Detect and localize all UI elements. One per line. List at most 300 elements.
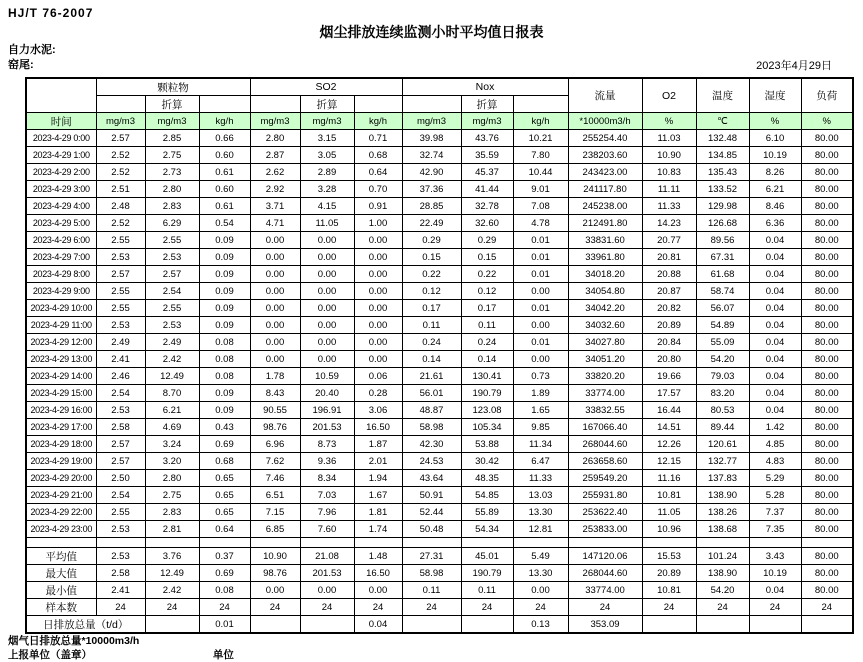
value-cell: 58.98 (402, 419, 461, 436)
value-cell: 6.51 (250, 487, 300, 504)
time-cell: 2023-4-29 11:00 (26, 317, 96, 334)
value-cell: 58.74 (696, 283, 749, 300)
value-cell: 0.04 (749, 351, 801, 368)
time-cell: 2023-4-29 13:00 (26, 351, 96, 368)
value-cell: 138.26 (696, 504, 749, 521)
value-cell: 4.15 (300, 198, 354, 215)
summary-value-cell: 2.41 (96, 582, 145, 599)
time-cell: 2023-4-29 8:00 (26, 266, 96, 283)
value-cell: 56.01 (402, 385, 461, 402)
value-cell: 1.87 (354, 436, 402, 453)
value-cell: 67.31 (696, 249, 749, 266)
time-cell: 2023-4-29 2:00 (26, 164, 96, 181)
summary-value-cell: 2.58 (96, 565, 145, 582)
value-cell: 1.94 (354, 470, 402, 487)
value-cell: 0.00 (300, 351, 354, 368)
value-cell: 190.79 (461, 385, 513, 402)
value-cell: 80.00 (801, 419, 853, 436)
time-cell: 2023-4-29 20:00 (26, 470, 96, 487)
value-cell: 80.00 (801, 453, 853, 470)
value-cell: 0.09 (199, 283, 250, 300)
table-row (26, 487, 853, 504)
value-cell: 0.68 (354, 147, 402, 164)
value-cell: 0.00 (250, 317, 300, 334)
value-cell: 80.00 (801, 487, 853, 504)
time-cell: 2023-4-29 1:00 (26, 147, 96, 164)
daily-total-cell (300, 616, 354, 634)
value-cell: 34027.80 (568, 334, 642, 351)
value-cell: 33820.20 (568, 368, 642, 385)
value-cell: 80.00 (801, 521, 853, 538)
value-cell: 268044.60 (568, 436, 642, 453)
value-cell: 0.61 (199, 164, 250, 181)
value-cell: 2.54 (145, 283, 199, 300)
value-cell: 259549.20 (568, 470, 642, 487)
unit-header: % (801, 113, 853, 130)
value-cell: 13.03 (513, 487, 568, 504)
table-row (26, 249, 853, 266)
blank-cell (568, 538, 642, 548)
value-cell: 238203.60 (568, 147, 642, 164)
value-cell: 7.15 (250, 504, 300, 521)
summary-value-cell: 24 (250, 599, 300, 616)
value-cell: 2.58 (96, 419, 145, 436)
value-cell: 20.77 (642, 232, 696, 249)
table-row (26, 402, 853, 419)
value-cell: 201.53 (300, 419, 354, 436)
value-cell: 2.42 (145, 351, 199, 368)
value-cell: 6.21 (749, 181, 801, 198)
summary-label: 样本数 (26, 599, 96, 616)
summary-value-cell: 80.00 (801, 565, 853, 582)
value-cell: 80.00 (801, 198, 853, 215)
table-row (26, 317, 853, 334)
value-cell: 0.00 (250, 266, 300, 283)
time-cell: 2023-4-29 17:00 (26, 419, 96, 436)
value-cell: 34042.20 (568, 300, 642, 317)
summary-label: 最大值 (26, 565, 96, 582)
value-cell: 0.00 (300, 334, 354, 351)
time-cell: 2023-4-29 6:00 (26, 232, 96, 249)
group-header-load: 负荷 (801, 78, 853, 113)
company-name: 自力水泥: (8, 44, 56, 56)
value-cell: 0.68 (199, 453, 250, 470)
value-cell: 138.90 (696, 487, 749, 504)
value-cell: 0.00 (513, 351, 568, 368)
unit-header: mg/m3 (145, 113, 199, 130)
value-cell: 10.59 (300, 368, 354, 385)
value-cell: 5.29 (749, 470, 801, 487)
value-cell: 42.30 (402, 436, 461, 453)
summary-value-cell: 24 (354, 599, 402, 616)
value-cell: 137.83 (696, 470, 749, 487)
summary-value-cell: 10.19 (749, 565, 801, 582)
value-cell: 12.49 (145, 368, 199, 385)
blank-cell (300, 538, 354, 548)
value-cell: 0.29 (402, 232, 461, 249)
converted-header-nox: 折算 (461, 96, 513, 113)
value-cell: 20.89 (642, 317, 696, 334)
value-cell: 196.91 (300, 402, 354, 419)
value-cell: 0.09 (199, 402, 250, 419)
summary-value-cell: 138.90 (696, 565, 749, 582)
summary-value-cell: 12.49 (145, 565, 199, 582)
summary-row (26, 582, 853, 599)
value-cell: 129.98 (696, 198, 749, 215)
blank-cell (642, 538, 696, 548)
report-table (25, 77, 854, 634)
value-cell: 10.96 (642, 521, 696, 538)
summary-value-cell: 2.42 (145, 582, 199, 599)
summary-value-cell: 0.00 (300, 582, 354, 599)
value-cell: 89.44 (696, 419, 749, 436)
time-cell: 2023-4-29 15:00 (26, 385, 96, 402)
summary-value-cell: 24 (402, 599, 461, 616)
value-cell: 3.28 (300, 181, 354, 198)
summary-value-cell: 24 (300, 599, 354, 616)
value-cell: 11.34 (513, 436, 568, 453)
value-cell: 2.57 (96, 436, 145, 453)
time-column-header: 时间 (26, 113, 96, 130)
value-cell: 0.28 (354, 385, 402, 402)
unit-header: % (642, 113, 696, 130)
value-cell: 32.74 (402, 147, 461, 164)
value-cell: 138.68 (696, 521, 749, 538)
value-cell: 2.80 (250, 130, 300, 147)
value-cell: 0.65 (199, 487, 250, 504)
value-cell: 4.78 (513, 215, 568, 232)
value-cell: 3.06 (354, 402, 402, 419)
value-cell: 11.03 (642, 130, 696, 147)
summary-value-cell: 190.79 (461, 565, 513, 582)
summary-value-cell: 24 (696, 599, 749, 616)
value-cell: 0.65 (199, 504, 250, 521)
value-cell: 16.44 (642, 402, 696, 419)
value-cell: 253622.40 (568, 504, 642, 521)
value-cell: 9.01 (513, 181, 568, 198)
value-cell: 1.65 (513, 402, 568, 419)
value-cell: 2.55 (96, 283, 145, 300)
value-cell: 2.53 (96, 402, 145, 419)
blank-cell (199, 96, 250, 113)
time-cell: 2023-4-29 0:00 (26, 130, 96, 147)
value-cell: 245238.00 (568, 198, 642, 215)
value-cell: 0.15 (402, 249, 461, 266)
value-cell: 14.23 (642, 215, 696, 232)
time-cell: 2023-4-29 9:00 (26, 283, 96, 300)
summary-row (26, 548, 853, 565)
value-cell: 9.85 (513, 419, 568, 436)
summary-value-cell: 24 (461, 599, 513, 616)
value-cell: 0.00 (300, 249, 354, 266)
table-body (26, 130, 853, 634)
value-cell: 16.50 (354, 419, 402, 436)
time-cell: 2023-4-29 12:00 (26, 334, 96, 351)
value-cell: 0.00 (300, 300, 354, 317)
daily-total-cell (402, 616, 461, 634)
unit-header: ℃ (696, 113, 749, 130)
value-cell: 43.76 (461, 130, 513, 147)
value-cell: 33831.60 (568, 232, 642, 249)
value-cell: 50.48 (402, 521, 461, 538)
summary-value-cell: 0.11 (402, 582, 461, 599)
value-cell: 2.73 (145, 164, 199, 181)
blank-cell (513, 538, 568, 548)
value-cell: 0.09 (199, 249, 250, 266)
daily-total-cell: 353.09 (568, 616, 642, 634)
value-cell: 0.14 (402, 351, 461, 368)
summary-value-cell: 101.24 (696, 548, 749, 565)
value-cell: 2.53 (96, 317, 145, 334)
value-cell: 2.57 (96, 266, 145, 283)
value-cell: 11.33 (642, 198, 696, 215)
value-cell: 0.08 (199, 334, 250, 351)
value-cell: 11.16 (642, 470, 696, 487)
value-cell: 89.56 (696, 232, 749, 249)
value-cell: 243423.00 (568, 164, 642, 181)
value-cell: 7.80 (513, 147, 568, 164)
value-cell: 7.60 (300, 521, 354, 538)
blank-cell (96, 538, 145, 548)
table-row (26, 521, 853, 538)
value-cell: 2.81 (145, 521, 199, 538)
value-cell: 0.08 (199, 351, 250, 368)
value-cell: 2.52 (96, 164, 145, 181)
value-cell: 80.00 (801, 334, 853, 351)
value-cell: 0.29 (461, 232, 513, 249)
header-row-groups (26, 78, 853, 96)
value-cell: 0.24 (461, 334, 513, 351)
header-row-units (26, 113, 853, 130)
value-cell: 54.89 (696, 317, 749, 334)
value-cell: 80.00 (801, 283, 853, 300)
value-cell: 24.53 (402, 453, 461, 470)
summary-value-cell: 0.00 (513, 582, 568, 599)
summary-value-cell: 268044.60 (568, 565, 642, 582)
value-cell: 10.19 (749, 147, 801, 164)
value-cell: 8.70 (145, 385, 199, 402)
spacer-row (26, 538, 853, 548)
value-cell: 34018.20 (568, 266, 642, 283)
value-cell: 22.49 (402, 215, 461, 232)
value-cell: 135.43 (696, 164, 749, 181)
value-cell: 0.04 (749, 300, 801, 317)
value-cell: 7.37 (749, 504, 801, 521)
value-cell: 0.54 (199, 215, 250, 232)
table-row (26, 504, 853, 521)
value-cell: 20.88 (642, 266, 696, 283)
value-cell: 39.98 (402, 130, 461, 147)
table-row (26, 164, 853, 181)
daily-total-row (26, 616, 853, 634)
summary-value-cell: 20.89 (642, 565, 696, 582)
daily-total-cell: 0.01 (199, 616, 250, 634)
value-cell: 6.29 (145, 215, 199, 232)
value-cell: 120.61 (696, 436, 749, 453)
value-cell: 20.80 (642, 351, 696, 368)
value-cell: 1.74 (354, 521, 402, 538)
time-cell: 2023-4-29 23:00 (26, 521, 96, 538)
blank-cell (402, 96, 461, 113)
value-cell: 80.00 (801, 368, 853, 385)
value-cell: 0.12 (402, 283, 461, 300)
value-cell: 80.00 (801, 147, 853, 164)
value-cell: 0.00 (354, 351, 402, 368)
value-cell: 2.57 (96, 130, 145, 147)
table-row (26, 300, 853, 317)
value-cell: 2.53 (96, 249, 145, 266)
value-cell: 10.90 (642, 147, 696, 164)
summary-value-cell: 0.11 (461, 582, 513, 599)
value-cell: 35.59 (461, 147, 513, 164)
summary-value-cell: 24 (568, 599, 642, 616)
value-cell: 80.00 (801, 130, 853, 147)
unit-header: *10000m3/h (568, 113, 642, 130)
value-cell: 80.00 (801, 249, 853, 266)
value-cell: 2.92 (250, 181, 300, 198)
value-cell: 2.55 (96, 300, 145, 317)
table-row (26, 283, 853, 300)
blank-cell (801, 538, 853, 548)
summary-value-cell: 1.48 (354, 548, 402, 565)
summary-value-cell: 24 (96, 599, 145, 616)
value-cell: 0.17 (402, 300, 461, 317)
value-cell: 1.81 (354, 504, 402, 521)
value-cell: 48.87 (402, 402, 461, 419)
value-cell: 2.50 (96, 470, 145, 487)
value-cell: 0.65 (199, 470, 250, 487)
value-cell: 0.91 (354, 198, 402, 215)
value-cell: 1.00 (354, 215, 402, 232)
daily-total-cell (801, 616, 853, 634)
value-cell: 0.11 (402, 317, 461, 334)
station-name: 窑尾: (8, 59, 34, 71)
value-cell: 0.04 (749, 368, 801, 385)
summary-value-cell: 2.53 (96, 548, 145, 565)
value-cell: 55.09 (696, 334, 749, 351)
value-cell: 34032.60 (568, 317, 642, 334)
unit-header: mg/m3 (402, 113, 461, 130)
value-cell: 2.75 (145, 487, 199, 504)
summary-value-cell: 16.50 (354, 565, 402, 582)
flow-total-note: 烟气日排放总量*10000m3/h (8, 635, 140, 647)
value-cell: 3.71 (250, 198, 300, 215)
value-cell: 0.12 (461, 283, 513, 300)
value-cell: 45.37 (461, 164, 513, 181)
value-cell: 2.53 (96, 521, 145, 538)
daily-total-cell (250, 616, 300, 634)
value-cell: 2.46 (96, 368, 145, 385)
value-cell: 0.24 (402, 334, 461, 351)
blank-cell (749, 538, 801, 548)
value-cell: 41.44 (461, 181, 513, 198)
table-row (26, 385, 853, 402)
summary-value-cell: 0.04 (749, 582, 801, 599)
group-header-nox: Nox (402, 78, 568, 96)
group-header-flow: 流量 (568, 78, 642, 113)
unit-header: kg/h (199, 113, 250, 130)
value-cell: 2.52 (96, 147, 145, 164)
value-cell: 0.00 (513, 317, 568, 334)
value-cell: 80.00 (801, 351, 853, 368)
value-cell: 90.55 (250, 402, 300, 419)
value-cell: 3.15 (300, 130, 354, 147)
value-cell: 12.15 (642, 453, 696, 470)
time-cell: 2023-4-29 19:00 (26, 453, 96, 470)
value-cell: 0.09 (199, 266, 250, 283)
summary-value-cell: 27.31 (402, 548, 461, 565)
value-cell: 0.06 (354, 368, 402, 385)
blank-cell (354, 96, 402, 113)
value-cell: 0.71 (354, 130, 402, 147)
summary-label: 最小值 (26, 582, 96, 599)
value-cell: 98.76 (250, 419, 300, 436)
summary-value-cell: 24 (513, 599, 568, 616)
value-cell: 9.36 (300, 453, 354, 470)
value-cell: 134.85 (696, 147, 749, 164)
value-cell: 80.00 (801, 164, 853, 181)
blank-cell (461, 538, 513, 548)
value-cell: 2.62 (250, 164, 300, 181)
value-cell: 7.46 (250, 470, 300, 487)
value-cell: 0.00 (250, 249, 300, 266)
table-row (26, 198, 853, 215)
value-cell: 80.00 (801, 232, 853, 249)
value-cell: 7.03 (300, 487, 354, 504)
value-cell: 55.89 (461, 504, 513, 521)
unit-header: mg/m3 (461, 113, 513, 130)
value-cell: 0.04 (749, 385, 801, 402)
value-cell: 0.00 (300, 317, 354, 334)
table-row (26, 232, 853, 249)
value-cell: 20.82 (642, 300, 696, 317)
summary-value-cell: 3.43 (749, 548, 801, 565)
value-cell: 2.55 (96, 504, 145, 521)
value-cell: 2.49 (145, 334, 199, 351)
value-cell: 10.83 (642, 164, 696, 181)
value-cell: 13.30 (513, 504, 568, 521)
value-cell: 0.04 (749, 266, 801, 283)
report-unit-line (8, 647, 234, 662)
value-cell: 0.01 (513, 249, 568, 266)
unit-header: % (749, 113, 801, 130)
value-cell: 80.00 (801, 504, 853, 521)
value-cell: 80.00 (801, 181, 853, 198)
value-cell: 6.36 (749, 215, 801, 232)
value-cell: 54.34 (461, 521, 513, 538)
value-cell: 167066.40 (568, 419, 642, 436)
value-cell: 37.36 (402, 181, 461, 198)
value-cell: 80.00 (801, 317, 853, 334)
value-cell: 2.41 (96, 351, 145, 368)
value-cell: 2.53 (145, 317, 199, 334)
value-cell: 2.57 (145, 266, 199, 283)
table-row (26, 453, 853, 470)
value-cell: 0.00 (354, 249, 402, 266)
value-cell: 0.22 (402, 266, 461, 283)
value-cell: 2.89 (300, 164, 354, 181)
value-cell: 8.26 (749, 164, 801, 181)
daily-total-cell (696, 616, 749, 634)
value-cell: 0.14 (461, 351, 513, 368)
value-cell: 2.55 (145, 232, 199, 249)
blank-cell (696, 538, 749, 548)
value-cell: 28.85 (402, 198, 461, 215)
value-cell: 6.85 (250, 521, 300, 538)
summary-value-cell: 0.37 (199, 548, 250, 565)
summary-value-cell: 10.90 (250, 548, 300, 565)
value-cell: 48.35 (461, 470, 513, 487)
